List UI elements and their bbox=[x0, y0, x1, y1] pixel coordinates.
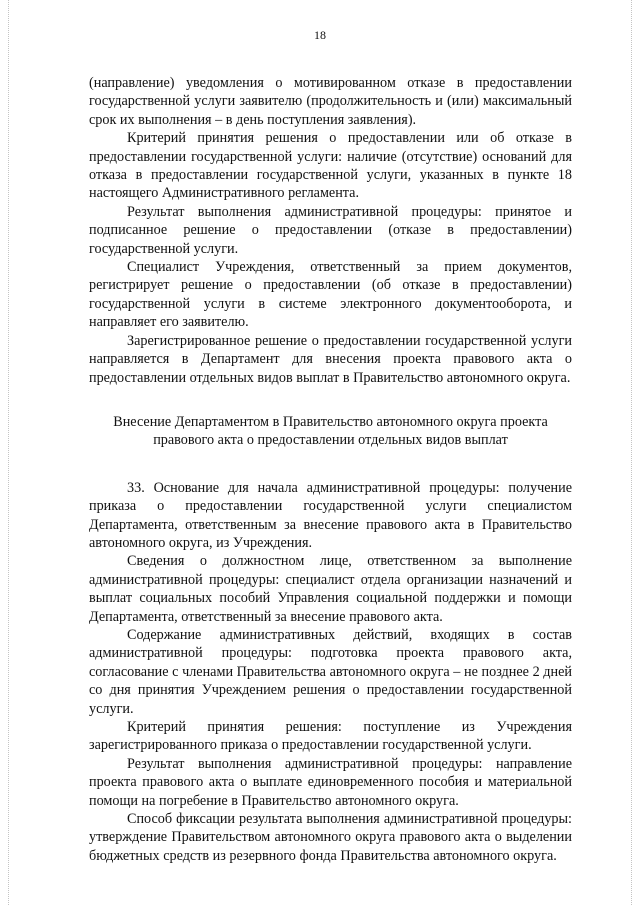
paragraph: Содержание административных действий, входящих в состав административной процедуры: подготовка проекта правового акта, согласование с членами Правительства автономного округа – не позднее 2 дней со дня принятия Учреждением решения о предоставлении государственной услуги. bbox=[89, 626, 572, 717]
paragraph: Зарегистрированное решение о предоставлении государственной услуги направляется в Департамент для внесения проекта правового акта о предоставлении отдельных видов выплат в Правительство автономного округа. bbox=[89, 332, 572, 386]
left-scan-edge bbox=[8, 0, 10, 905]
paragraph: Способ фиксации результата выполнения административной процедуры: утверждение Правительством автономного округа правового акта о выделении бюджетных средств из резервного фонда Правительства автономного округа. bbox=[89, 811, 572, 864]
paragraph: Результат выполнения административной процедуры: направление проекта правового акта о выплате единовременного пособия и материальной помощи на погребение в Правительство автономного округа. bbox=[89, 755, 572, 809]
right-scan-edge bbox=[631, 0, 633, 905]
paragraph: Результат выполнения административной процедуры: принятое и подписанное решение о предоставлении (отказе в предоставлении) государственной услуги. bbox=[89, 203, 572, 257]
paragraph: (направление) уведомления о мотивированном отказе в предоставлении государственной услуги заявителю (продолжительность и (или) максимальный срок их выполнения – в день поступления заявления). bbox=[89, 75, 572, 128]
page-number: 18 bbox=[314, 28, 326, 42]
paragraph: Специалист Учреждения, ответственный за прием документов, регистрирует решение о предоставлении (об отказе в предоставлении) государственной услуги в системе электронного документооборота, и направляет его заявителю. bbox=[89, 259, 572, 331]
paragraph: Критерий принятия решения о предоставлении или об отказе в предоставлении государственной услуги: наличие (отсутствие) оснований для отказа в предоставлении государственной услуги, указанных в пункте 18 настоящего Административного регламента. bbox=[89, 130, 572, 202]
paragraph: 33. Основание для начала административной процедуры: получение приказа о предоставлении государственной услуги специалистом Департамента, ответственным за внесение правового акта в Правительство автономного округа, из Учреждения. bbox=[89, 479, 572, 551]
paragraph: Сведения о должностном лице, ответственном за выполнение административной процедуры: специалист отдела организации назначений и выплат социальных пособий Управления социальной поддержки и помощи Департамента, ответственный за внесение правового акта. bbox=[89, 553, 572, 625]
section-heading: Внесение Департаментом в Правительство автономного округа проекта правового акта о предоставлении отдельных видов выплат bbox=[113, 413, 548, 449]
document-body bbox=[89, 74, 572, 865]
paragraph: Критерий принятия решения: поступление из Учреждения зарегистрированного приказа о предоставлении государственной услуги. bbox=[89, 719, 572, 754]
